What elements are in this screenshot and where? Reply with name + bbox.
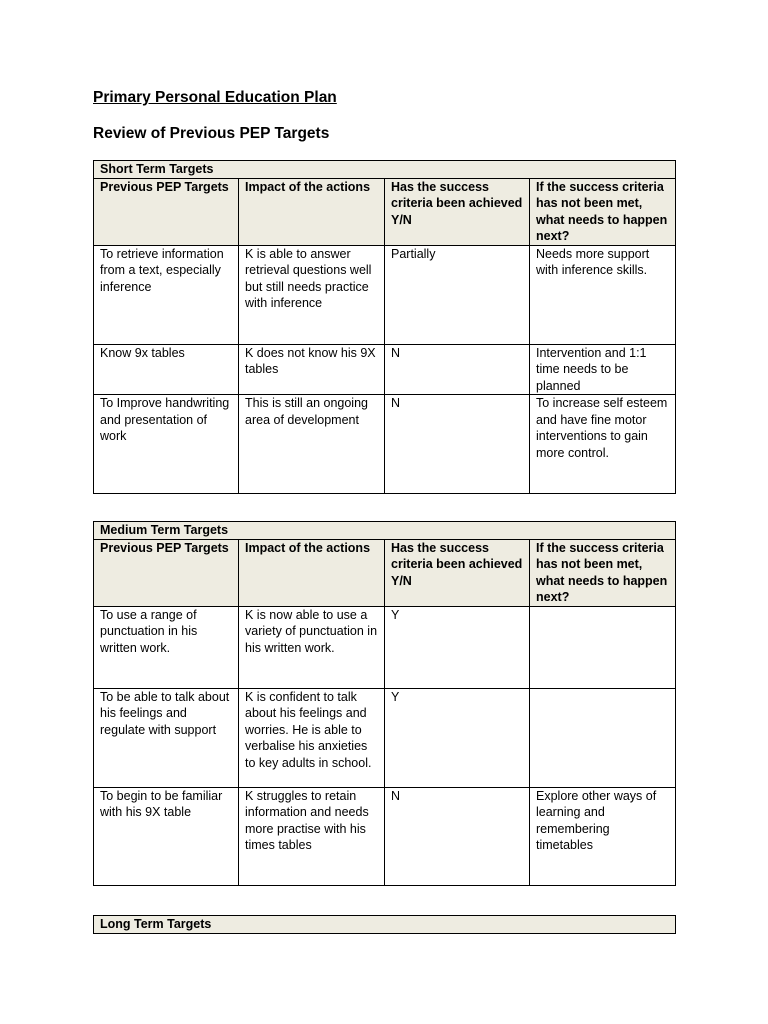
table-cell: K struggles to retain information and needs more practise with his times tables [239, 787, 385, 885]
table-cell: This is still an ongoing area of development [239, 395, 385, 494]
table-header-row [94, 539, 676, 606]
table-cell: To use a range of punctuation in his written work. [94, 606, 239, 688]
column-header: If the success criteria has not been met, what needs to happen next? [530, 178, 676, 245]
column-header: Previous PEP Targets [94, 178, 239, 245]
table-row [94, 688, 676, 787]
column-header: Has the success criteria been achieved Y/N [385, 178, 530, 245]
table-row [94, 245, 676, 344]
table-cell: To Improve handwriting and presentation of work [94, 395, 239, 494]
table-cell: K is able to answer retrieval questions well but still needs practice with inference [239, 245, 385, 344]
table-cell: K is now able to use a variety of punctuation in his written work. [239, 606, 385, 688]
long-term-title: Long Term Targets [94, 916, 676, 934]
column-header: If the success criteria has not been met, what needs to happen next? [530, 539, 676, 606]
document-subtitle: Review of Previous PEP Targets [93, 125, 330, 142]
table-row [94, 395, 676, 494]
short-term-targets-table [93, 160, 676, 494]
table-title-row [94, 522, 676, 540]
table-header-row [94, 178, 676, 245]
table-cell: N [385, 395, 530, 494]
column-header: Previous PEP Targets [94, 539, 239, 606]
table-row [94, 787, 676, 885]
table-cell: To be able to talk about his feelings and regulate with support [94, 688, 239, 787]
table-cell: Intervention and 1:1 time needs to be planned [530, 344, 676, 395]
column-header: Impact of the actions [239, 539, 385, 606]
short-term-title: Short Term Targets [94, 161, 676, 179]
table-cell: Y [385, 688, 530, 787]
table-cell: To increase self esteem and have fine motor interventions to gain more control. [530, 395, 676, 494]
column-header: Impact of the actions [239, 178, 385, 245]
long-term-targets-table [93, 915, 676, 934]
medium-term-targets-table [93, 521, 676, 886]
table-cell: To begin to be familiar with his 9X table [94, 787, 239, 885]
table-cell: N [385, 787, 530, 885]
table-row [94, 344, 676, 395]
table-cell: Know 9x tables [94, 344, 239, 395]
table-cell: Y [385, 606, 530, 688]
table-title-row [94, 916, 676, 934]
column-header: Has the success criteria been achieved Y/N [385, 539, 530, 606]
table-cell [530, 688, 676, 787]
table-cell: K is confident to talk about his feelings and worries. He is able to verbalise his anxieties to key adults in school. [239, 688, 385, 787]
table-cell: N [385, 344, 530, 395]
table-cell: Explore other ways of learning and remembering timetables [530, 787, 676, 885]
table-cell: K does not know his 9X tables [239, 344, 385, 395]
table-cell [530, 606, 676, 688]
table-cell: Partially [385, 245, 530, 344]
table-row [94, 606, 676, 688]
table-title-row [94, 161, 676, 179]
document-title: Primary Personal Education Plan [93, 89, 337, 106]
medium-term-title: Medium Term Targets [94, 522, 676, 540]
table-cell: To retrieve information from a text, especially inference [94, 245, 239, 344]
table-cell: Needs more support with inference skills. [530, 245, 676, 344]
